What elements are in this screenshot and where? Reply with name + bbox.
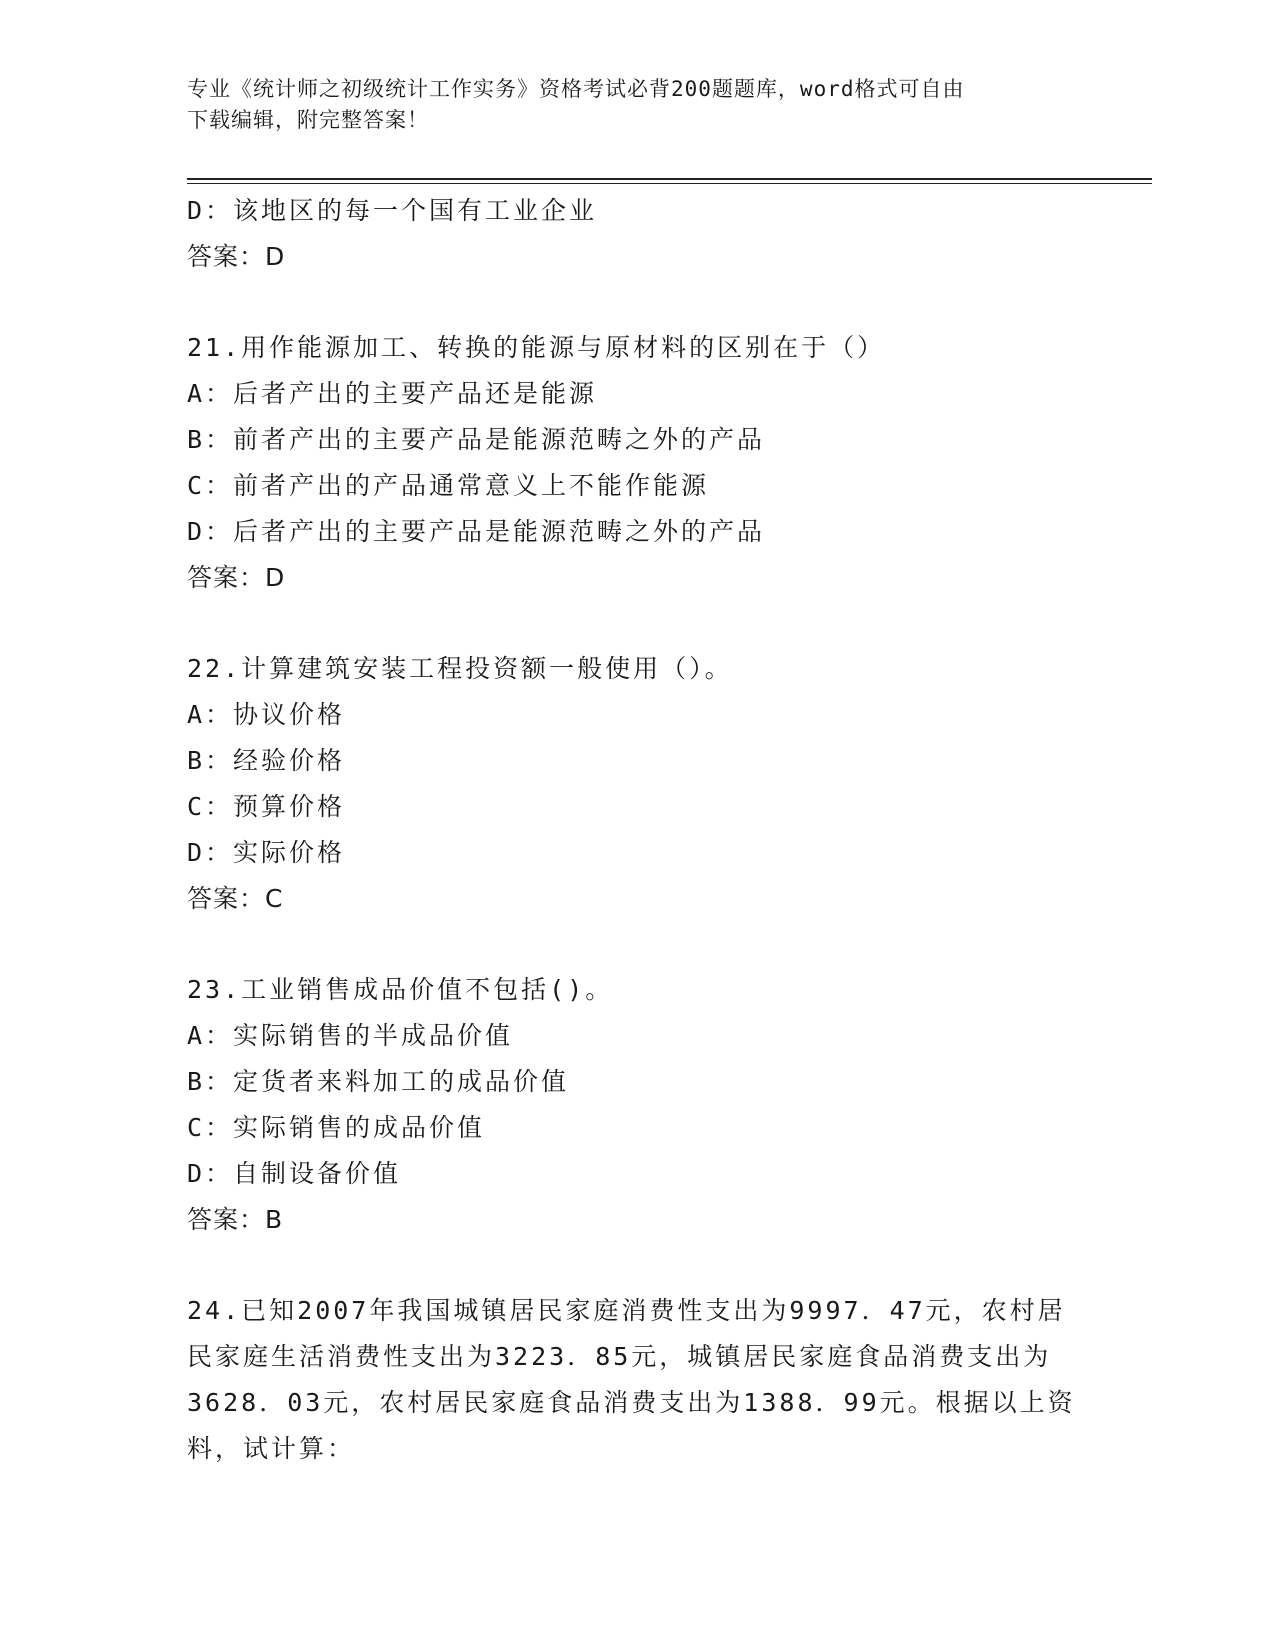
question-text: 23.工业销售成品价值不包括()。	[187, 975, 614, 1004]
option-d: D：后者产出的主要产品是能源范畴之外的产品	[187, 517, 766, 546]
header-rule-thin	[187, 183, 1152, 184]
option-c: C：实际销售的成品价值	[187, 1113, 486, 1142]
question-23	[187, 967, 1087, 1243]
answer-line: 答案：C	[187, 884, 284, 913]
question-22	[187, 646, 1087, 922]
question-21	[187, 325, 1087, 601]
header-line-1: 专业《统计师之初级统计工作实务》资格考试必背200题题库，word格式可自由	[187, 77, 965, 101]
option-a: A：实际销售的半成品价值	[187, 1021, 514, 1050]
question-24	[187, 1288, 1087, 1472]
option-d: D：实际价格	[187, 838, 346, 867]
header-line-2: 下载编辑，附完整答案！	[187, 108, 429, 132]
header-rule-thick	[187, 178, 1152, 180]
answer-line: 答案：D	[187, 563, 286, 592]
option-d: D：该地区的每一个国有工业企业	[187, 196, 598, 225]
question-text-line-2: 民家庭生活消费性支出为3223．85元，城镇居民家庭食品消费支出为	[187, 1342, 1052, 1371]
question-text-line-3: 3628．03元，农村居民家庭食品消费支出为1388．99元。根据以上资	[187, 1388, 1076, 1417]
question-text-line-4: 料，试计算：	[187, 1434, 356, 1463]
option-c: C：预算价格	[187, 792, 346, 821]
spacer	[187, 922, 1087, 967]
option-a: A：协议价格	[187, 700, 346, 729]
option-d: D：自制设备价值	[187, 1159, 402, 1188]
option-b: B：前者产出的主要产品是能源范畴之外的产品	[187, 425, 766, 454]
question-text: 21.用作能源加工、转换的能源与原材料的区别在于（）	[187, 333, 886, 362]
spacer	[187, 1243, 1087, 1288]
option-b: B：定货者来料加工的成品价值	[187, 1067, 570, 1096]
document-header	[187, 74, 1087, 136]
spacer	[187, 280, 1087, 325]
spacer	[187, 601, 1087, 646]
option-c: C：前者产出的产品通常意义上不能作能源	[187, 471, 710, 500]
question-text-line-1: 24.已知2007年我国城镇居民家庭消费性支出为9997．47元，农村居	[187, 1296, 1066, 1325]
option-a: A：后者产出的主要产品还是能源	[187, 379, 598, 408]
question-list	[187, 188, 1087, 1472]
answer-line: 答案：D	[187, 242, 286, 271]
option-b: B：经验价格	[187, 746, 346, 775]
answer-line: 答案：B	[187, 1205, 284, 1234]
question-20	[187, 188, 1087, 280]
question-text: 22.计算建筑安装工程投资额一般使用（）。	[187, 654, 733, 683]
